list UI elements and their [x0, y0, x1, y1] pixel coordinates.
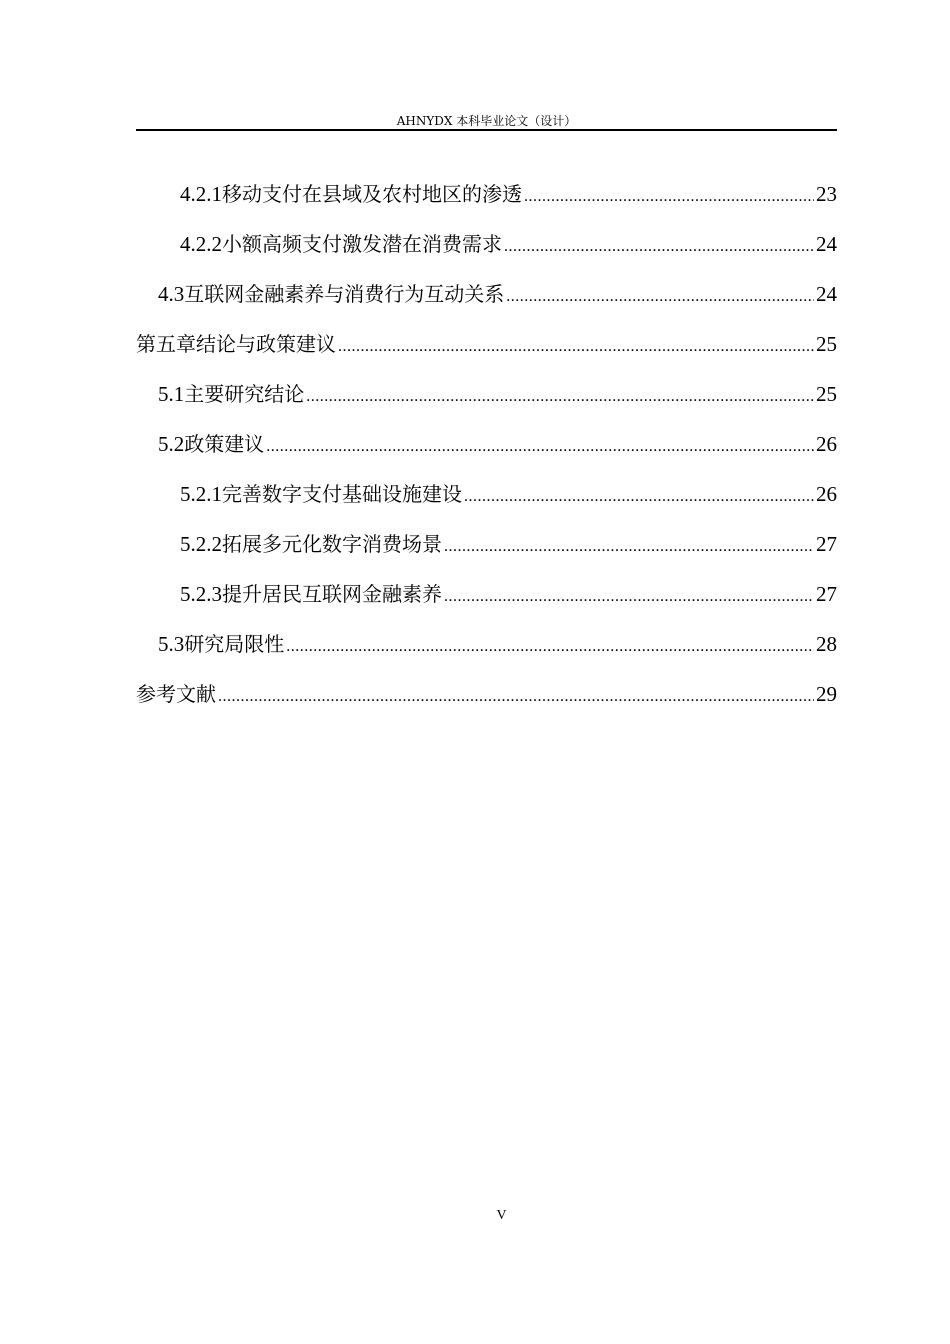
toc-entry[interactable]: [136, 480, 837, 530]
toc-entry-number: 5.2: [158, 432, 185, 456]
running-header: AHNYDX 本科毕业论文（设计）: [396, 114, 577, 128]
toc-entry-number: 5.1: [158, 382, 185, 406]
toc-entry-title: 完善数字支付基础设施建设: [222, 482, 462, 506]
toc-leader-dots: [444, 530, 814, 558]
toc-entry-number: 4.2.1: [180, 182, 222, 206]
toc-entry-number: 4.3: [158, 282, 185, 306]
toc-entry-title: 提升居民互联网金融素养: [222, 582, 442, 606]
toc-leader-dots: [506, 280, 814, 308]
toc-entry[interactable]: [136, 280, 837, 330]
toc-entry[interactable]: [136, 630, 837, 680]
toc-entry-number: 5.2.2: [180, 532, 222, 556]
toc-leader-dots: [338, 330, 814, 358]
toc-entry-title: 拓展多元化数字消费场景: [222, 532, 442, 556]
toc-leader-dots: [266, 430, 814, 458]
toc-entry[interactable]: [136, 180, 837, 230]
toc-entry-title: 移动支付在县域及农村地区的渗透: [222, 182, 522, 206]
header-divider: [136, 129, 837, 131]
toc-leader-dots: [504, 230, 814, 258]
toc-leader-dots: [524, 180, 814, 208]
toc-entry-page: 26: [816, 482, 837, 506]
toc-entry[interactable]: [136, 430, 837, 480]
toc-entry-number: 5.2.3: [180, 582, 222, 606]
toc-entry-page: 27: [816, 582, 837, 606]
toc-entry-page: 23: [816, 182, 837, 206]
toc-entry-page: 25: [816, 332, 837, 356]
toc-leader-dots: [464, 480, 814, 508]
toc-entry-page: 24: [816, 232, 837, 256]
toc-entry-page: 28: [816, 632, 837, 656]
toc-leader-dots: [286, 630, 814, 658]
toc-entry-title: 政策建议: [184, 432, 265, 456]
table-of-contents: [136, 180, 837, 730]
toc-entry-page: 29: [816, 682, 837, 706]
toc-entry-title: 参考文献: [136, 682, 216, 706]
toc-entry[interactable]: [136, 230, 837, 280]
toc-leader-dots: [218, 680, 814, 708]
toc-entry-title: 研究局限性: [184, 632, 285, 656]
toc-entry[interactable]: [136, 580, 837, 630]
toc-entry[interactable]: [136, 330, 837, 380]
toc-entry-title: 第五章结论与政策建议: [136, 332, 336, 356]
toc-entry-number: 5.3: [158, 632, 185, 656]
toc-entry-number: 4.2.2: [180, 232, 222, 256]
page-number: V: [496, 1208, 507, 1223]
toc-entry-page: 26: [816, 432, 837, 456]
toc-entry-page: 27: [816, 532, 837, 556]
toc-entry[interactable]: [136, 530, 837, 580]
toc-entry-title: 小额高频支付激发潜在消费需求: [222, 232, 502, 256]
toc-entry-page: 25: [816, 382, 837, 406]
toc-entry-title: 主要研究结论: [184, 382, 305, 406]
toc-leader-dots: [444, 580, 814, 608]
toc-entry-title: 互联网金融素养与消费行为互动关系: [184, 282, 505, 306]
toc-entry[interactable]: [136, 380, 837, 430]
toc-leader-dots: [306, 380, 814, 408]
toc-entry[interactable]: [136, 680, 837, 730]
toc-entry-number: 5.2.1: [180, 482, 222, 506]
toc-entry-page: 24: [816, 282, 837, 306]
